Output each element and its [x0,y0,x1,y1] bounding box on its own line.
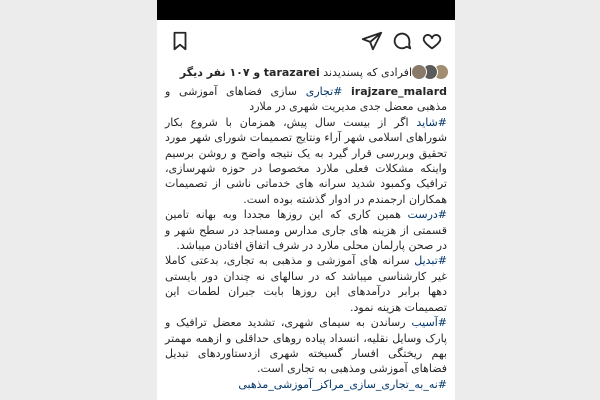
share-icon[interactable] [361,30,383,52]
caption-text: سازی فضاهای آموزشی و مذهبی معضل جدی مدیریت شهری در ملارد [165,85,447,114]
caption-text: رساندن به سیمای شهری، تشدید معضل ترافیک و پارک وسایل نقلیه، انسداد پیاده روهای حداقلی و ازهمه مهمتر بهم ریختگی افسار گسیخته شهری ازدستاوردهای تبدیل فضاهای آموزشی ومذهبی به تجاری است. [165,316,447,376]
hashtag[interactable]: #شاید [416,115,447,129]
bookmark-icon[interactable] [169,30,191,52]
likes-row [159,62,449,82]
others-count[interactable]: و ۱۰۷ نفر دیگر [179,65,261,79]
liked-by-label: افرادی که پسندیدند [323,65,412,79]
instagram-post [157,0,455,400]
hashtag[interactable]: #درست [407,208,447,222]
liker-username[interactable]: tarazarei [263,65,320,79]
liker-avatars[interactable] [416,64,449,80]
likes-summary [180,66,412,79]
post-caption [165,84,447,377]
post-image-bottom-edge [157,0,455,20]
avatar [411,64,427,80]
comment-icon[interactable] [391,30,413,52]
caption-text: اگر از بیست سال پیش، همزمان با شروع بکار شوراهای اسلامی شهر آراء ونتایج تصمیمات شورای شهر مورد تحقیق وبررسی قرار گیرد به یک نتیجه واضح و روشن برسیم واینکه مشکلات فعلی ملارد مخصوصا در حوزه شهرسازی، ترافیک وکمبود شدید سرانه های خدماتی ناشی از تصمیمات همکاران ارجمندم در ادوار گذشته بوده است. [165,115,447,206]
caption-username[interactable]: irajzare_malard [351,85,448,98]
hashtag[interactable]: #آسیب [411,316,447,330]
caption-text: سرانه های آموزشی و مذهبی به تجاری، بدعتی کاملا غیر کارشناسی میباشد که در سالهای نه چندان دور بایستی دهها برابر درآمدهای این روزها بابت جبران لطمات این تصمیمات هزینه نمود. [165,254,447,314]
footer-hashtag[interactable]: #نه_به_تجاری_سازی_مراکز_آموزشی_مذهبی [238,378,447,391]
caption-text: همین کاری که این روزها مجددا وبه بهانه تامین قسمتی از هزینه های جاری مدارس ومساجد در سطح شهر و در صحن پارلمان محلی ملارد در شرف اتفاق افتادن میباشد. [165,208,447,253]
hashtag[interactable]: #تبدیل [414,254,447,268]
post-actions-bar [157,26,455,56]
heart-icon[interactable] [421,30,443,52]
hashtag[interactable]: #تجاری [305,85,343,98]
